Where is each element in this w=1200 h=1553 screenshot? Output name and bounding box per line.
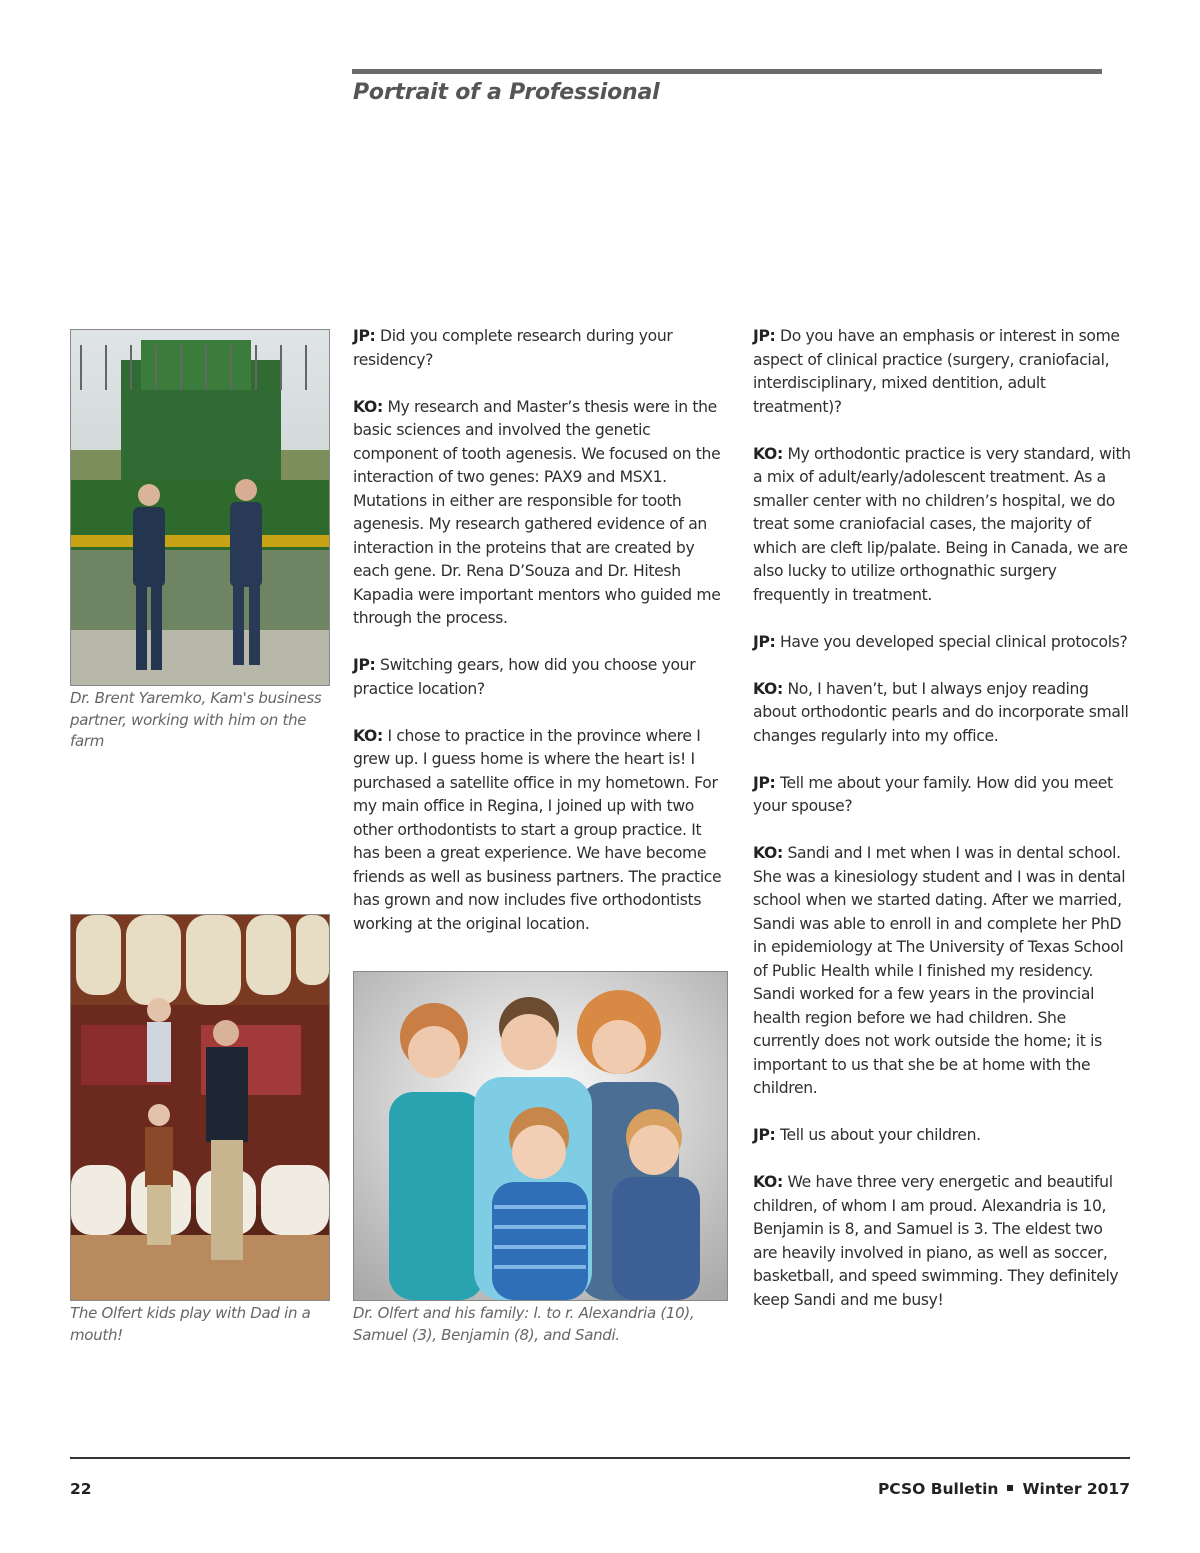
answer-paragraph bbox=[353, 396, 731, 631]
paragraph-text: Sandi and I met when I was in dental school. She was a kinesiology student and I was in dental school when we started dating. After we married, Sandi was able to enroll in and complete her PhD in epidemiology at The University of Texas School of Public Health while I finished my residency. Sandi worked for a few years in the provincial health region before we had children. She currently does not work outside the home; it is important to us that she be at home with the children. bbox=[753, 844, 1126, 1097]
section-title: Portrait of a Professional bbox=[353, 80, 660, 105]
paragraph-text: Switching gears, how did you choose your practice location? bbox=[353, 656, 696, 698]
paragraph-text: I chose to practice in the province where I grew up. I guess home is where the heart is! I purchased a satellite office in my hometown. For my main office in Regina, I joined up with two other orthodontists to start a group practice. It has been a great experience. We have become friends as well as business partners. The practice has grown and now includes five orthodontists working at the original location. bbox=[353, 726, 722, 933]
speaker-label: JP: bbox=[753, 773, 776, 792]
speaker-label: KO: bbox=[753, 844, 783, 862]
speaker-label: KO: bbox=[353, 397, 383, 416]
page-number: 22 bbox=[70, 1480, 92, 1498]
footer-publication bbox=[878, 1480, 1130, 1498]
issue-date: Winter 2017 bbox=[1022, 1480, 1130, 1498]
speaker-label: JP: bbox=[753, 632, 776, 651]
question-paragraph bbox=[753, 1124, 1131, 1148]
question-paragraph bbox=[753, 772, 1131, 819]
mouth-photo-caption: The Olfert kids play with Dad in a mouth! bbox=[70, 1304, 311, 1344]
paragraph-text: Tell us about your children. bbox=[780, 1126, 981, 1144]
footer-rule bbox=[70, 1457, 1130, 1459]
header-rule bbox=[352, 69, 1102, 74]
publication-name: PCSO Bulletin bbox=[877, 1480, 999, 1498]
speaker-label: JP: bbox=[753, 327, 776, 345]
paragraph-text: Have you developed special clinical protocols? bbox=[780, 632, 1128, 651]
answer-paragraph bbox=[753, 842, 1131, 1101]
mouth-photo bbox=[70, 914, 330, 1301]
right-column bbox=[753, 325, 1131, 1336]
family-photo-caption: Dr. Olfert and his family: l. to r. Alexandria (10), Samuel (3), Benjamin (8), and Sandi. bbox=[353, 1304, 695, 1344]
paragraph-text: My research and Master’s thesis were in the basic sciences and involved the genetic component of tooth agenesis. We focused on the interaction of two genes: PAX9 and MSX1. Mutations in either are responsible for tooth agenesis. My research gathered evidence of an interaction in the proteins that are created by each gene. Dr. Rena D’Souza and Dr. Hitesh Kapadia were important mentors who guided me through the process. bbox=[353, 397, 721, 627]
answer-paragraph bbox=[753, 1171, 1131, 1312]
answer-paragraph bbox=[753, 443, 1131, 608]
answer-paragraph bbox=[753, 678, 1131, 749]
answer-paragraph bbox=[353, 725, 731, 937]
speaker-label: KO: bbox=[753, 679, 783, 698]
question-paragraph bbox=[353, 325, 731, 372]
speaker-label: KO: bbox=[753, 444, 783, 463]
question-paragraph bbox=[753, 325, 1131, 419]
question-paragraph bbox=[353, 654, 731, 701]
family-photo bbox=[353, 971, 728, 1301]
speaker-label: KO: bbox=[753, 1173, 783, 1191]
paragraph-text: Tell me about your family. How did you meet your spouse? bbox=[753, 773, 1113, 815]
speaker-label: KO: bbox=[353, 726, 383, 745]
separator-square-icon bbox=[1007, 1485, 1013, 1491]
farm-photo bbox=[70, 329, 330, 686]
paragraph-text: My orthodontic practice is very standard, with a mix of adult/early/adolescent treatment. As a smaller center with no children’s hospital, we do treat some craniofacial cases, the majority of which are cleft lip/palate. Being in Canada, we are also lucky to utilize orthognathic surgery frequently in treatment. bbox=[753, 444, 1131, 604]
paragraph-text: Do you have an emphasis or interest in some aspect of clinical practice (surgery, craniofacial, interdisciplinary, mixed dentition, adult treatment)? bbox=[753, 327, 1120, 416]
paragraph-text: Did you complete research during your residency? bbox=[353, 327, 673, 369]
speaker-label: JP: bbox=[353, 327, 376, 345]
speaker-label: JP: bbox=[353, 656, 376, 674]
question-paragraph bbox=[753, 631, 1131, 655]
farm-photo-caption: Dr. Brent Yaremko, Kam's business partner, working with him on the farm bbox=[70, 689, 322, 750]
paragraph-text: No, I haven’t, but I always enjoy reading about orthodontic pearls and do incorporate small changes regularly into my office. bbox=[753, 679, 1129, 745]
middle-column bbox=[353, 325, 731, 960]
paragraph-text: We have three very energetic and beautiful children, of whom I am proud. Alexandria is 10, Benjamin is 8, and Samuel is 3. The eldest two are heavily involved in piano, as well as soccer, basketball, and speed swimming. They definitely keep Sandi and me busy! bbox=[753, 1173, 1119, 1309]
speaker-label: JP: bbox=[753, 1126, 776, 1144]
